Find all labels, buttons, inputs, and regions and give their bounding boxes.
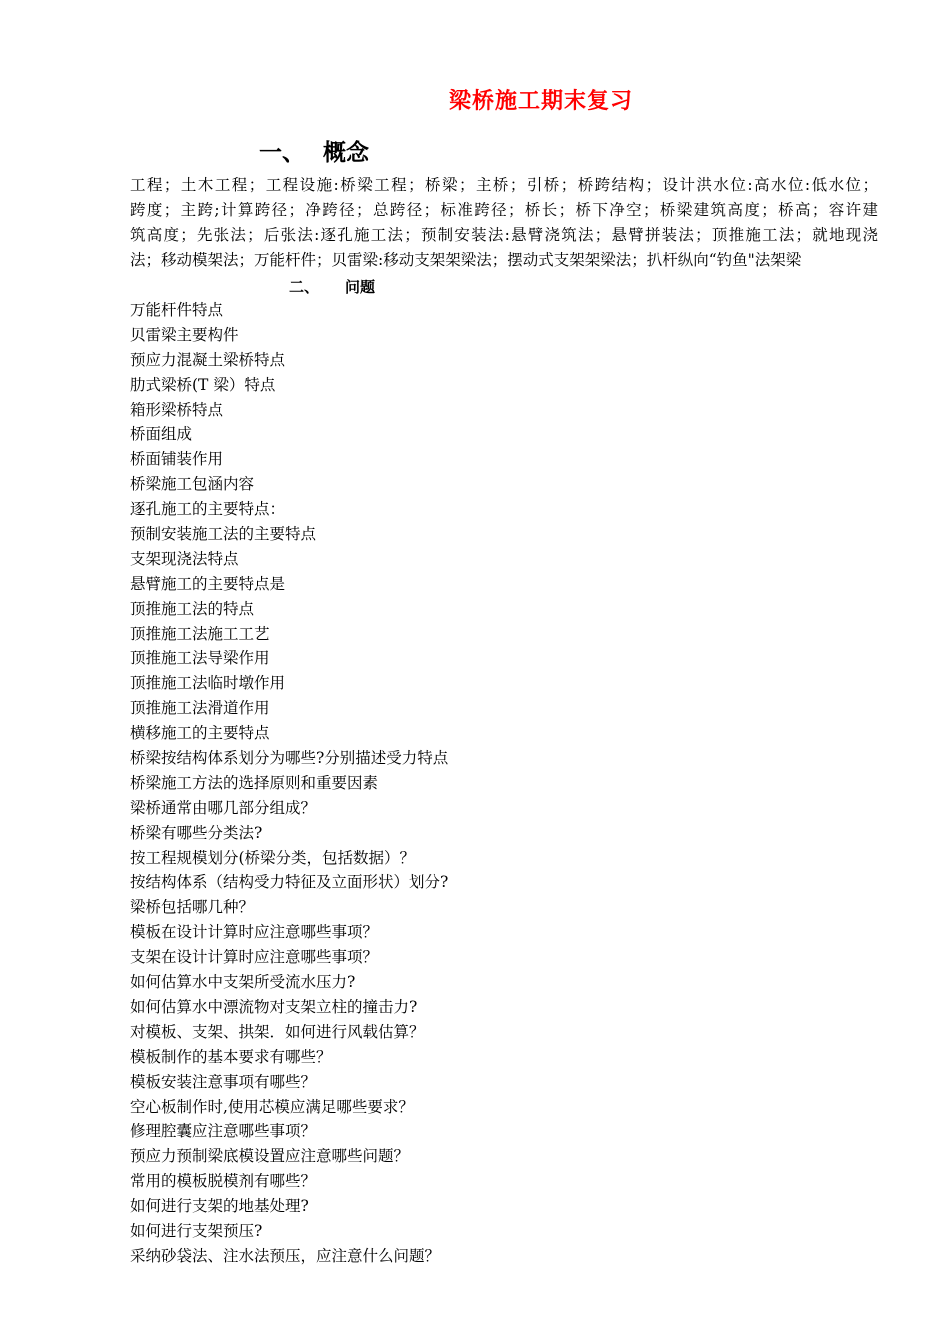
question-item: 按工程规模划分(桥梁分类，包括数据）？ <box>130 848 416 867</box>
concepts-paragraph <box>130 173 878 273</box>
question-item: 横移施工的主要特点 <box>130 724 270 743</box>
question-item: 顶推施工法导梁作用 <box>130 649 270 668</box>
section-number: 一、 <box>259 139 305 166</box>
question-item: 如何进行支架预压? <box>130 1221 263 1240</box>
question-item: 顶推施工法滑道作用 <box>130 699 270 718</box>
question-item: 模板在设计计算时应注意哪些事项？ <box>130 923 379 942</box>
section-title: 问题 <box>345 278 376 296</box>
question-item: 桥面组成 <box>130 425 193 444</box>
question-item: 顶推施工法施工工艺 <box>130 624 270 643</box>
question-item: 悬臂施工的主要特点是 <box>130 574 286 593</box>
question-item: 贝雷梁主要构件 <box>130 325 239 344</box>
question-item: 箱形梁桥特点 <box>130 400 224 419</box>
section-heading-concepts <box>259 134 369 167</box>
question-item: 模板安装注意事项有哪些？ <box>130 1072 317 1091</box>
question-item: 如何估算水中漂流物对支架立柱的撞击力? <box>130 997 418 1016</box>
question-item: 按结构体系（结构受力特征及立面形状）划分? <box>130 873 449 892</box>
question-item: 桥梁施工包涵内容 <box>130 475 255 494</box>
section-number: 二、 <box>289 278 320 296</box>
question-item: 如何估算水中支架所受流水压力? <box>130 973 356 992</box>
section-title: 概念 <box>323 139 369 166</box>
question-item: 顶推施工法的特点 <box>130 599 255 618</box>
question-item: 修理腔囊应注意哪些事项？ <box>130 1122 317 1141</box>
question-item: 模板制作的基本要求有哪些？ <box>130 1047 332 1066</box>
concept-line: 法；移动模架法；万能杆件；贝雷梁:移动支架架梁法；摆动式支架架梁法；扒杆纵向“钓鱼"法架梁 <box>130 251 802 269</box>
question-item: 万能杆件特点 <box>130 301 224 319</box>
document-title: 梁桥施工期末复习 <box>449 88 634 114</box>
question-item: 预应力预制梁底模设置应注意哪些问题？ <box>130 1147 410 1166</box>
question-item: 梁桥包括哪几种？ <box>130 898 255 917</box>
question-item: 肋式梁桥(T 梁）特点 <box>130 375 276 394</box>
question-item: 逐孔施工的主要特点： <box>130 500 286 519</box>
question-item: 常用的模板脱模剂有哪些？ <box>130 1172 317 1191</box>
section-heading-questions <box>289 276 375 297</box>
question-item: 如何进行支架的地基处理? <box>130 1197 309 1216</box>
question-item: 桥梁有哪些分类法? <box>130 823 263 842</box>
question-item: 支架在设计计算时应注意哪些事项？ <box>130 948 379 967</box>
concept-line: 跨度；主跨;计算跨径；净跨径；总跨径；标准跨径；桥长；桥下净空；桥梁建筑高度；桥高；容许建 <box>130 201 878 219</box>
questions-list <box>130 298 890 1269</box>
question-item: 支架现浇法特点 <box>130 549 239 568</box>
question-item: 桥梁按结构体系划分为哪些?分别描述受力特点 <box>130 749 449 768</box>
question-item: 桥面铺装作用 <box>130 450 224 469</box>
concept-line: 工程；土木工程；工程设施:桥梁工程；桥梁；主桥；引桥；桥跨结构；设计洪水位:高水位:低水位； <box>130 176 878 194</box>
question-item: 预制安装施工法的主要特点 <box>130 525 317 544</box>
question-item: 梁桥通常由哪几部分组成？ <box>130 798 317 817</box>
question-item: 空心板制作时,使用芯模应满足哪些要求？ <box>130 1097 414 1116</box>
question-item: 采纳砂袋法、注水法预压，应注意什么问题？ <box>130 1246 441 1265</box>
question-item: 桥梁施工方法的选择原则和重要因素 <box>130 773 379 792</box>
question-item: 顶推施工法临时墩作用 <box>130 674 286 693</box>
concept-line: 筑高度；先张法；后张法:逐孔施工法；预制安装法:悬臂浇筑法；悬臂拼装法；顶推施工法；就地现浇 <box>130 226 878 244</box>
question-item: 预应力混凝土梁桥特点 <box>130 350 286 369</box>
question-item: 对模板、支架、拱架．如何进行风载估算？ <box>130 1022 425 1041</box>
